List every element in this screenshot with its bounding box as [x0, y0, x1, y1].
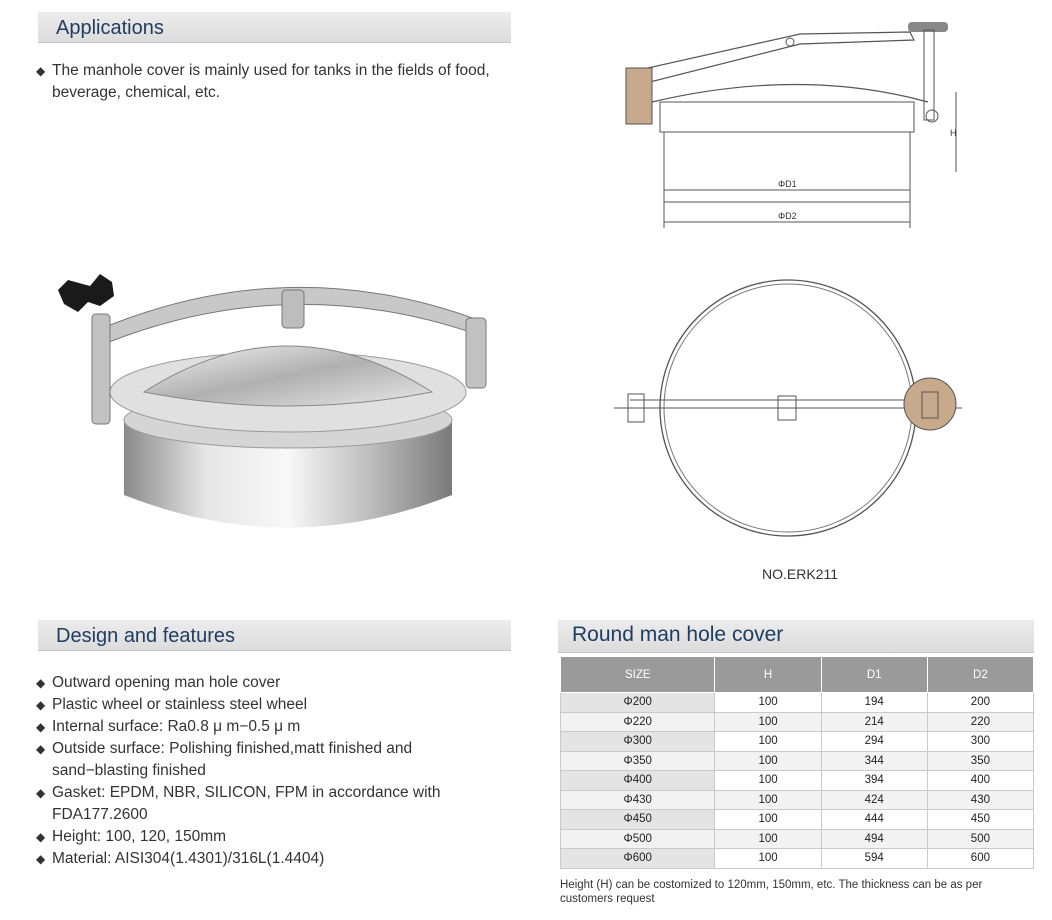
- table-cell: 450: [927, 810, 1033, 830]
- applications-header: [38, 12, 511, 43]
- table-cell: Φ430: [561, 790, 715, 810]
- table-header-row: [561, 657, 1034, 693]
- design-item: ◆ Gasket: EPDM, NBR, SILICON, FPM in accordance with FDA177.2600: [38, 782, 498, 826]
- table-cell: 220: [927, 712, 1033, 732]
- model-caption: NO.ERK211: [762, 566, 838, 582]
- spec-title: Round man hole cover: [572, 623, 784, 646]
- table-cell: 350: [927, 751, 1033, 771]
- spec-header: [558, 620, 1034, 653]
- table-cell: 394: [821, 771, 927, 791]
- table-cell: 594: [821, 849, 927, 869]
- table-cell: 100: [715, 829, 821, 849]
- d1-label: ΦD1: [778, 179, 797, 189]
- top-view-drawing: [610, 268, 970, 558]
- header-cell: D2: [927, 657, 1033, 693]
- design-item: ◆ Plastic wheel or stainless steel wheel: [38, 694, 498, 716]
- table-cell: 344: [821, 751, 927, 771]
- table-cell: 100: [715, 790, 821, 810]
- table-cell: 294: [821, 732, 927, 752]
- table-cell: 100: [715, 732, 821, 752]
- table-cell: 100: [715, 771, 821, 791]
- manhole-cover-photo: [48, 260, 528, 560]
- table-cell: 200: [927, 693, 1033, 713]
- side-view-drawing: [610, 12, 970, 242]
- design-item: ◆ Material: AISI304(1.4301)/316L(1.4404): [38, 848, 498, 870]
- header-cell: SIZE: [561, 657, 715, 693]
- table-row: [561, 849, 1034, 869]
- h-label: H: [950, 128, 957, 138]
- applications-title: Applications: [56, 17, 164, 39]
- table-cell: 600: [927, 849, 1033, 869]
- design-item: ◆ Outward opening man hole cover: [38, 672, 498, 694]
- table-cell: 500: [927, 829, 1033, 849]
- table-cell: 100: [715, 849, 821, 869]
- table-row: [561, 712, 1034, 732]
- table-cell: Φ500: [561, 829, 715, 849]
- header-cell: D1: [821, 657, 927, 693]
- table-row: [561, 829, 1034, 849]
- table-row: [561, 732, 1034, 752]
- table-cell: Φ300: [561, 732, 715, 752]
- table-cell: 400: [927, 771, 1033, 791]
- table-row: [561, 751, 1034, 771]
- table-cell: 494: [821, 829, 927, 849]
- table-cell: 100: [715, 712, 821, 732]
- table-row: [561, 810, 1034, 830]
- table-cell: 214: [821, 712, 927, 732]
- table-cell: 424: [821, 790, 927, 810]
- table-cell: 100: [715, 751, 821, 771]
- header-cell: H: [715, 657, 821, 693]
- table-cell: 300: [927, 732, 1033, 752]
- spec-note: Height (H) can be costomized to 120mm, 150mm, etc. The thickness can be as per customers request: [560, 879, 983, 905]
- spec-table: [560, 656, 1034, 869]
- design-item: ◆ Height: 100, 120, 150mm: [38, 826, 498, 848]
- table-cell: 444: [821, 810, 927, 830]
- table-cell: Φ200: [561, 693, 715, 713]
- applications-item: ◆ The manhole cover is mainly used for tanks in the fields of food, beverage, chemical, etc.: [38, 60, 498, 104]
- table-cell: 430: [927, 790, 1033, 810]
- table-row: [561, 771, 1034, 791]
- table-cell: 100: [715, 810, 821, 830]
- table-cell: Φ450: [561, 810, 715, 830]
- table-cell: 194: [821, 693, 927, 713]
- table-cell: Φ400: [561, 771, 715, 791]
- d2-label: ΦD2: [778, 211, 797, 221]
- table-cell: Φ600: [561, 849, 715, 869]
- design-header: [38, 620, 511, 651]
- table-row: [561, 790, 1034, 810]
- table-cell: 100: [715, 693, 821, 713]
- applications-list: [38, 60, 498, 104]
- table-cell: Φ350: [561, 751, 715, 771]
- design-item: ◆ Outside surface: Polishing finished,matt finished and sand−blasting finished: [38, 738, 498, 782]
- design-item: ◆ Internal surface: Ra0.8 μ m−0.5 μ m: [38, 716, 498, 738]
- design-list: [38, 672, 498, 870]
- table-cell: Φ220: [561, 712, 715, 732]
- design-title: Design and features: [56, 625, 236, 647]
- table-row: [561, 693, 1034, 713]
